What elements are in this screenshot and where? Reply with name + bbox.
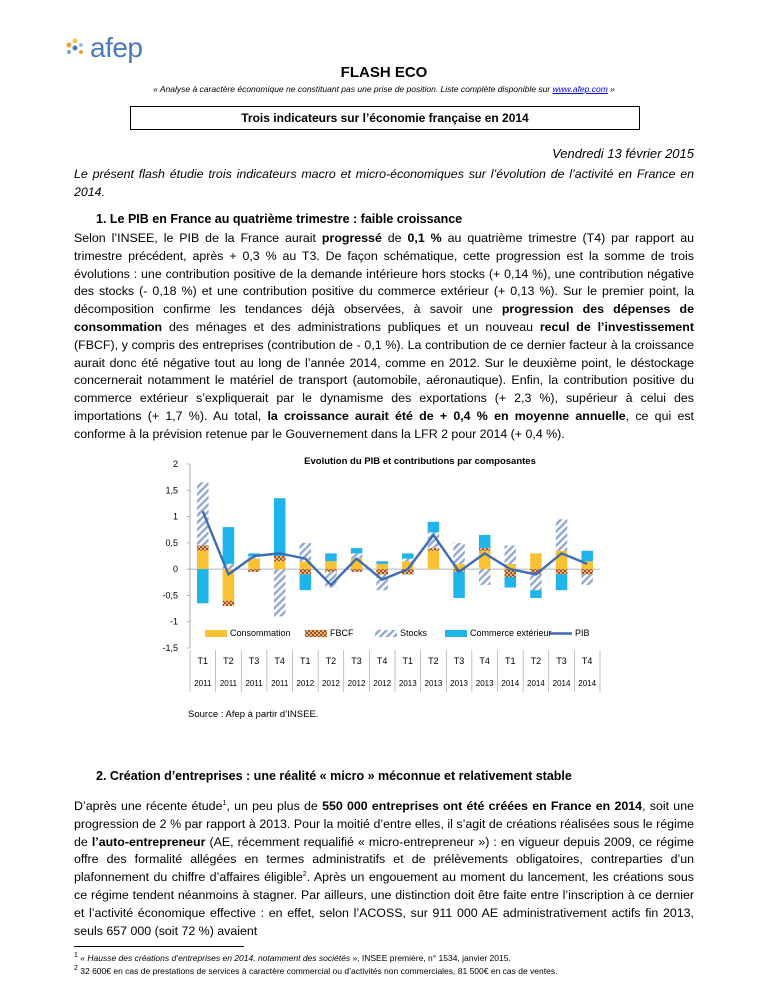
bar-fbcf-14 bbox=[556, 569, 568, 574]
bar-commerce-ext-rieur-6 bbox=[351, 548, 363, 553]
text: Selon l’INSEE, le PIB de la France aurait bbox=[74, 231, 322, 245]
footnote-separator bbox=[74, 946, 244, 947]
bar-fbcf-7 bbox=[376, 569, 388, 574]
bold-text: progressé bbox=[321, 231, 382, 245]
text: , soit une progression de 2 % par rapport à 2013. Pour la moitié d’entre elles, il s’agit de créations réalisées sous le régime de bbox=[74, 799, 694, 849]
y-tick-label: -0,5 bbox=[162, 590, 178, 601]
bar-stocks-15 bbox=[581, 574, 593, 585]
x-tick-label: T3 bbox=[351, 656, 362, 666]
x-tick-label: T1 bbox=[505, 656, 516, 666]
y-tick-label: 1,5 bbox=[165, 485, 178, 496]
legend-swatch-consommation bbox=[205, 630, 227, 637]
bar-consommation-9 bbox=[428, 551, 440, 569]
text: (FBCF), y compris des entreprises (contribution de - 0,1 %). La contribution de ce dernier facteur à la croissance aurait donc été négative tout au long de l’année 2014, comme en 2012. Sur le deuxième point, le déstockage concernerait notamment le matériel de transport (automobile, aéronautique). Enfin, la contribution positive du commerce extérieur s’expliquerait par le dynamisme des exportations (+ 2,3 %), supérieur à celui des importations (+ 1,7 %). Au total, bbox=[74, 337, 694, 423]
section-2-paragraph bbox=[74, 798, 694, 940]
bar-consommation-13 bbox=[530, 553, 542, 569]
x-tick-label: T2 bbox=[325, 656, 337, 666]
x-year-label: 2011 bbox=[194, 679, 212, 688]
document-title-box: Trois indicateurs sur l’économie française en 2014 bbox=[130, 106, 640, 130]
x-year-label: 2012 bbox=[373, 679, 392, 688]
bar-stocks-11 bbox=[479, 569, 491, 585]
bar-stocks-3 bbox=[274, 569, 286, 616]
bar-commerce-ext-rieur-1 bbox=[223, 527, 235, 564]
bar-fbcf-3 bbox=[274, 556, 286, 561]
x-tick-label: T2 bbox=[223, 656, 234, 666]
page-subtitle bbox=[0, 84, 768, 94]
text: , ce qui est conforme à la prévision retenue par le Gouvernement dans la LFR 2 pour 2014 (+ 0,4 %). bbox=[74, 408, 694, 441]
legend-label-pib: PIB bbox=[575, 628, 590, 638]
bar-fbcf-9 bbox=[428, 548, 440, 551]
bar-commerce-ext-rieur-15 bbox=[581, 551, 593, 562]
chart-source: Source : Afep à partir d’INSEE. bbox=[188, 709, 319, 720]
footnote-number: 1 bbox=[74, 952, 78, 960]
text: (AE, récemment requalifié « micro-entrepreneur ») : en vigueur depuis 2009, ce régime offre des formalité allégées en termes administratifs et de prélèvements obligatoires, contreparties d’un plafonnement du chiffre d’affaires éligible bbox=[74, 834, 694, 885]
x-tick-label: T4 bbox=[376, 656, 388, 666]
bar-commerce-ext-rieur-3 bbox=[274, 498, 286, 556]
section-1-heading: 1. Le PIB en France au quatrième trimestre : faible croissance bbox=[96, 212, 463, 226]
bold-text: 0,1 % bbox=[407, 231, 442, 245]
bar-consommation-3 bbox=[274, 561, 286, 569]
footnote-2 bbox=[74, 966, 714, 976]
legend-label-commerce-ext-rieur: Commerce extérieur bbox=[470, 628, 552, 638]
bar-stocks-8 bbox=[402, 559, 414, 562]
section-2-heading: 2. Création d’entreprises : une réalité « micro » méconnue et relativement stable bbox=[96, 769, 572, 783]
bar-fbcf-15 bbox=[581, 569, 593, 574]
bar-commerce-ext-rieur-12 bbox=[505, 577, 517, 588]
x-tick-label: T2 bbox=[428, 656, 439, 666]
x-year-label: 2011 bbox=[245, 679, 263, 688]
y-tick-label: 2 bbox=[172, 459, 178, 469]
chart-title: Evolution du PIB et contributions par composantes bbox=[304, 456, 536, 467]
x-tick-label: T2 bbox=[530, 656, 542, 666]
bar-fbcf-2 bbox=[248, 569, 260, 572]
x-tick-label: T4 bbox=[479, 656, 490, 666]
bar-fbcf-0 bbox=[197, 545, 209, 550]
x-year-label: 2014 bbox=[552, 679, 571, 688]
bar-fbcf-5 bbox=[325, 569, 337, 572]
x-tick-label: T3 bbox=[453, 656, 465, 666]
x-tick-label: T1 bbox=[197, 656, 209, 666]
text: , un peu plus de bbox=[226, 799, 323, 813]
x-year-label: 2013 bbox=[424, 679, 443, 688]
x-tick-label: T1 bbox=[402, 656, 414, 666]
x-tick-label: T4 bbox=[581, 656, 593, 666]
subtitle-text: « Analyse à caractère économique ne constituant pas une prise de position. Liste complète disponible sur bbox=[153, 84, 553, 94]
bar-fbcf-11 bbox=[479, 548, 491, 551]
y-tick-label: 0,5 bbox=[165, 537, 178, 548]
bar-commerce-ext-rieur-4 bbox=[300, 574, 312, 590]
bold-text: la croissance aurait été de + 0,4 % en moyenne annuelle bbox=[267, 408, 626, 423]
bold-text: 550 000 entreprises ont été créées en France en 2014 bbox=[322, 799, 643, 813]
footnote-text: 32 600€ en cas de prestations de services à caractère commercial ou d’activités non commerciales, 81 500€ en cas de ventes. bbox=[77, 966, 558, 976]
text: au quatrième trimestre (T4) par rapport au trimestre précédent, après + 0,3 % au T3. De façon schématique, cette progression est la somme de trois évolutions : une contribution positive de la demande intérieure hors stocks (+ 0,14 %), une contribution négative des stocks (- 0,18 %) et une contribution positive du commerce extérieur (+ 0,13 %). Sur le premier point, la décomposition confirme les tendances déjà observées, à savoir une bbox=[74, 231, 694, 317]
y-tick-label: -1,5 bbox=[162, 643, 178, 653]
document-date: Vendredi 13 février 2015 bbox=[552, 146, 694, 161]
footnote-ref-2[interactable]: 2 bbox=[302, 871, 307, 879]
legend-label-fbcf: FBCF bbox=[330, 628, 354, 638]
footnote-number: 2 bbox=[74, 965, 78, 973]
footnote-title: « Hausse des créations d’entreprises en 2014, notamment des sociétés bbox=[80, 953, 351, 963]
x-year-label: 2014 bbox=[527, 679, 545, 688]
bar-stocks-12 bbox=[505, 545, 517, 563]
text: . Après un engouement au moment du lancement, les créations sous ce régime tendent néanmoins à stagner. Par ailleurs, une distinction doit être faite entre l’inscription à ce dernier et l’activité économique effective : en effet, selon l’ACOSS, sur 911 000 AE administrativement actifs fin 2013, seuls 657 000 (soit 72 %) avaient bbox=[74, 870, 694, 938]
x-year-label: 2011 bbox=[219, 679, 238, 688]
bar-stocks-10 bbox=[453, 543, 465, 564]
bar-commerce-ext-rieur-13 bbox=[530, 590, 542, 598]
bar-stocks-14 bbox=[556, 519, 568, 551]
afep-logo bbox=[64, 32, 160, 66]
bar-fbcf-4 bbox=[300, 569, 312, 574]
x-year-label: 2014 bbox=[578, 679, 597, 688]
bar-consommation-5 bbox=[325, 561, 337, 569]
legend-label-consommation: Consommation bbox=[230, 628, 291, 638]
x-year-label: 2013 bbox=[398, 679, 417, 688]
x-year-label: 2012 bbox=[296, 679, 315, 688]
y-tick-label: 1 bbox=[172, 511, 178, 522]
bar-commerce-ext-rieur-9 bbox=[428, 522, 440, 533]
text: des ménages et des administrations publiques et un nouveau bbox=[162, 319, 540, 334]
bar-commerce-ext-rieur-0 bbox=[197, 569, 209, 603]
bar-stocks-13 bbox=[530, 574, 542, 590]
bar-fbcf-1 bbox=[223, 601, 235, 606]
bar-commerce-ext-rieur-14 bbox=[556, 574, 568, 590]
bar-consommation-7 bbox=[376, 564, 388, 569]
bar-fbcf-6 bbox=[351, 569, 363, 572]
bold-text: progression des dépenses de consommation bbox=[74, 302, 694, 334]
intro-paragraph: Le présent flash étudie trois indicateurs macro et micro-économiques sur l’évolution de l’activité en France en 2014. bbox=[74, 167, 694, 199]
x-tick-label: T3 bbox=[248, 656, 260, 666]
bold-text: recul de l’investissement bbox=[539, 319, 694, 334]
page-title: FLASH ECO bbox=[340, 64, 428, 81]
text: de bbox=[381, 231, 408, 245]
bold-text: l’auto-entrepreneur bbox=[91, 834, 206, 849]
x-year-label: 2013 bbox=[475, 679, 494, 688]
bar-commerce-ext-rieur-8 bbox=[402, 553, 414, 558]
afep-website-link[interactable]: www.afep.com bbox=[552, 84, 608, 94]
gdp-chart bbox=[150, 448, 610, 698]
logo-text: afep bbox=[90, 32, 143, 63]
x-tick-label: T4 bbox=[274, 656, 285, 666]
legend-swatch-stocks bbox=[375, 630, 397, 637]
pib-line bbox=[203, 511, 587, 585]
x-tick-label: T1 bbox=[300, 656, 311, 666]
bar-consommation-0 bbox=[197, 551, 209, 569]
legend-label-stocks: Stocks bbox=[400, 628, 428, 638]
legend-swatch-commerce-ext-rieur bbox=[445, 630, 467, 637]
bar-commerce-ext-rieur-7 bbox=[376, 561, 388, 564]
bar-commerce-ext-rieur-10 bbox=[453, 572, 465, 598]
text: D’après une récente étude bbox=[74, 799, 223, 813]
footnote-text: », INSEE première, n° 1534, janvier 2015. bbox=[350, 953, 511, 963]
y-tick-label: -1 bbox=[169, 616, 178, 627]
x-tick-label: T3 bbox=[556, 656, 567, 666]
x-year-label: 2012 bbox=[322, 679, 340, 688]
subtitle-end: » bbox=[607, 84, 615, 94]
y-tick-label: 0 bbox=[172, 564, 178, 575]
footnote-1 bbox=[74, 953, 714, 963]
x-year-label: 2012 bbox=[347, 679, 366, 688]
legend-swatch-fbcf bbox=[305, 630, 327, 637]
x-year-label: 2011 bbox=[271, 679, 289, 688]
x-year-label: 2013 bbox=[450, 679, 468, 688]
x-year-label: 2014 bbox=[501, 679, 520, 688]
bar-commerce-ext-rieur-11 bbox=[479, 535, 491, 548]
footnote-ref-1[interactable]: 1 bbox=[222, 799, 227, 807]
section-1-paragraph bbox=[74, 230, 694, 444]
bar-commerce-ext-rieur-5 bbox=[325, 553, 337, 561]
